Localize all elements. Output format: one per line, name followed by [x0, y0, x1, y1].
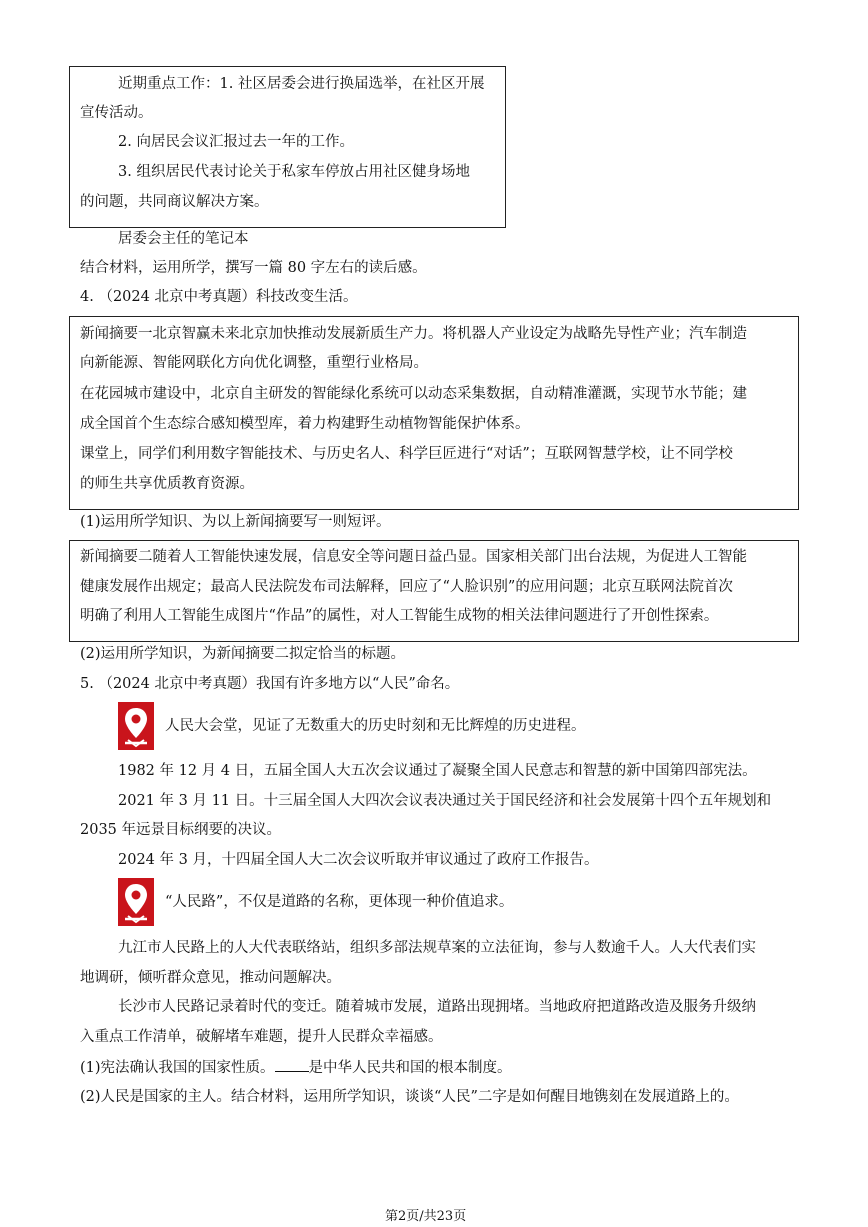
notebook-line: 2. 向居民会议汇报过去一年的工作。 [118, 134, 354, 150]
news1-line: 课堂上，同学们利用数字智能技术、与历史名人、科学巨匠进行“对话”；互联网智慧学校，让不同学校 [80, 446, 733, 462]
news1-line: 向新能源、智能网联化方向优化调整，重塑行业格局。 [80, 355, 428, 371]
q5-stem: 5. （2024 北京中考真题）我国有许多地方以“人民”命名。 [80, 676, 460, 692]
notebook-line: 3. 组织居民代表讨论关于私家车停放占用社区健身场地 [118, 164, 470, 180]
q5-sub1-part-a: (1)宪法确认我国的国家性质。 [80, 1060, 275, 1076]
page-footer: 第2页/共23页 [385, 1209, 467, 1224]
news1-line: 在花园城市建设中，北京自主研发的智能绿化系统可以动态采集数据，自动精准灌溉，实现节水节能；建 [80, 386, 747, 402]
answer-blank[interactable] [275, 1057, 309, 1072]
road-line: 入重点工作清单，破解堵车难题，提升人民群众幸福感。 [80, 1029, 443, 1045]
notebook-line: 近期重点工作：1. 社区居委会进行换届选举，在社区开展 [118, 76, 485, 92]
road-line: 九江市人民路上的人大代表联络站，组织多部法规草案的立法征询，参与人数逾千人。人大代表们实 [118, 940, 756, 956]
hall-line: 1982 年 12 月 4 日，五届全国人大五次会议通过了凝聚全国人民意志和智慧的新中国第四部宪法。 [118, 763, 757, 779]
q4-stem: 4. （2024 北京中考真题）科技改变生活。 [80, 289, 358, 305]
hall-line: 2035 年远景目标纲要的决议。 [80, 822, 282, 838]
road-line: 地调研，倾听群众意见，推动问题解决。 [80, 970, 341, 986]
news2-line: 明确了利用人工智能生成图片“作品”的属性，对人工智能生成物的相关法律问题进行了开创性探索。 [80, 608, 719, 624]
q3-task: 结合材料，运用所学，撰写一篇 80 字左右的读后感。 [80, 260, 427, 276]
notebook-line: 的问题，共同商议解决方案。 [80, 194, 269, 210]
location-pin-icon [118, 878, 154, 926]
q5-sub1 [80, 1057, 512, 1078]
q4-sub1: (1)运用所学知识、为以上新闻摘要写一则短评。 [80, 514, 391, 530]
q5-sub1-part-b: 是中华人民共和国的根本制度。 [308, 1060, 512, 1076]
news1-line: 成全国首个生态综合感知模型库，着力构建野生动植物智能保护体系。 [80, 416, 530, 432]
pin2-text: “人民路”，不仅是道路的名称，更体现一种价值追求。 [165, 894, 514, 910]
notebook-line: 宣传活动。 [80, 105, 153, 121]
q4-sub2: (2)运用所学知识，为新闻摘要二拟定恰当的标题。 [80, 646, 406, 662]
pin1-text: 人民大会堂，见证了无数重大的历史时刻和无比辉煌的历史进程。 [165, 718, 586, 734]
hall-line: 2021 年 3 月 11 日。十三届全国人大四次会议表决通过关于国民经济和社会发展第十四个五年规划和 [118, 793, 772, 809]
hall-line: 2024 年 3 月，十四届全国人大二次会议听取并审议通过了政府工作报告。 [118, 852, 599, 868]
road-line: 长沙市人民路记录着时代的变迁。随着城市发展，道路出现拥堵。当地政府把道路改造及服务升级纳 [118, 999, 756, 1015]
news1-line: 新闻摘要一北京智赢未来北京加快推动发展新质生产力。将机器人产业设定为战略先导性产业；汽车制造 [80, 326, 747, 342]
q5-sub2: (2)人民是国家的主人。结合材料，运用所学知识，谈谈“人民”二字是如何醒目地镌刻在发展道路上的。 [80, 1089, 739, 1105]
location-pin-icon [118, 702, 154, 750]
notebook-caption: 居委会主任的笔记本 [118, 231, 249, 247]
news1-line: 的师生共享优质教育资源。 [80, 476, 254, 492]
news2-line: 健康发展作出规定；最高人民法院发布司法解释，回应了“人脸识别”的应用问题；北京互联网法院首次 [80, 579, 733, 595]
news2-line: 新闻摘要二随着人工智能快速发展，信息安全等问题日益凸显。国家相关部门出台法规，为促进人工智能 [80, 549, 747, 565]
